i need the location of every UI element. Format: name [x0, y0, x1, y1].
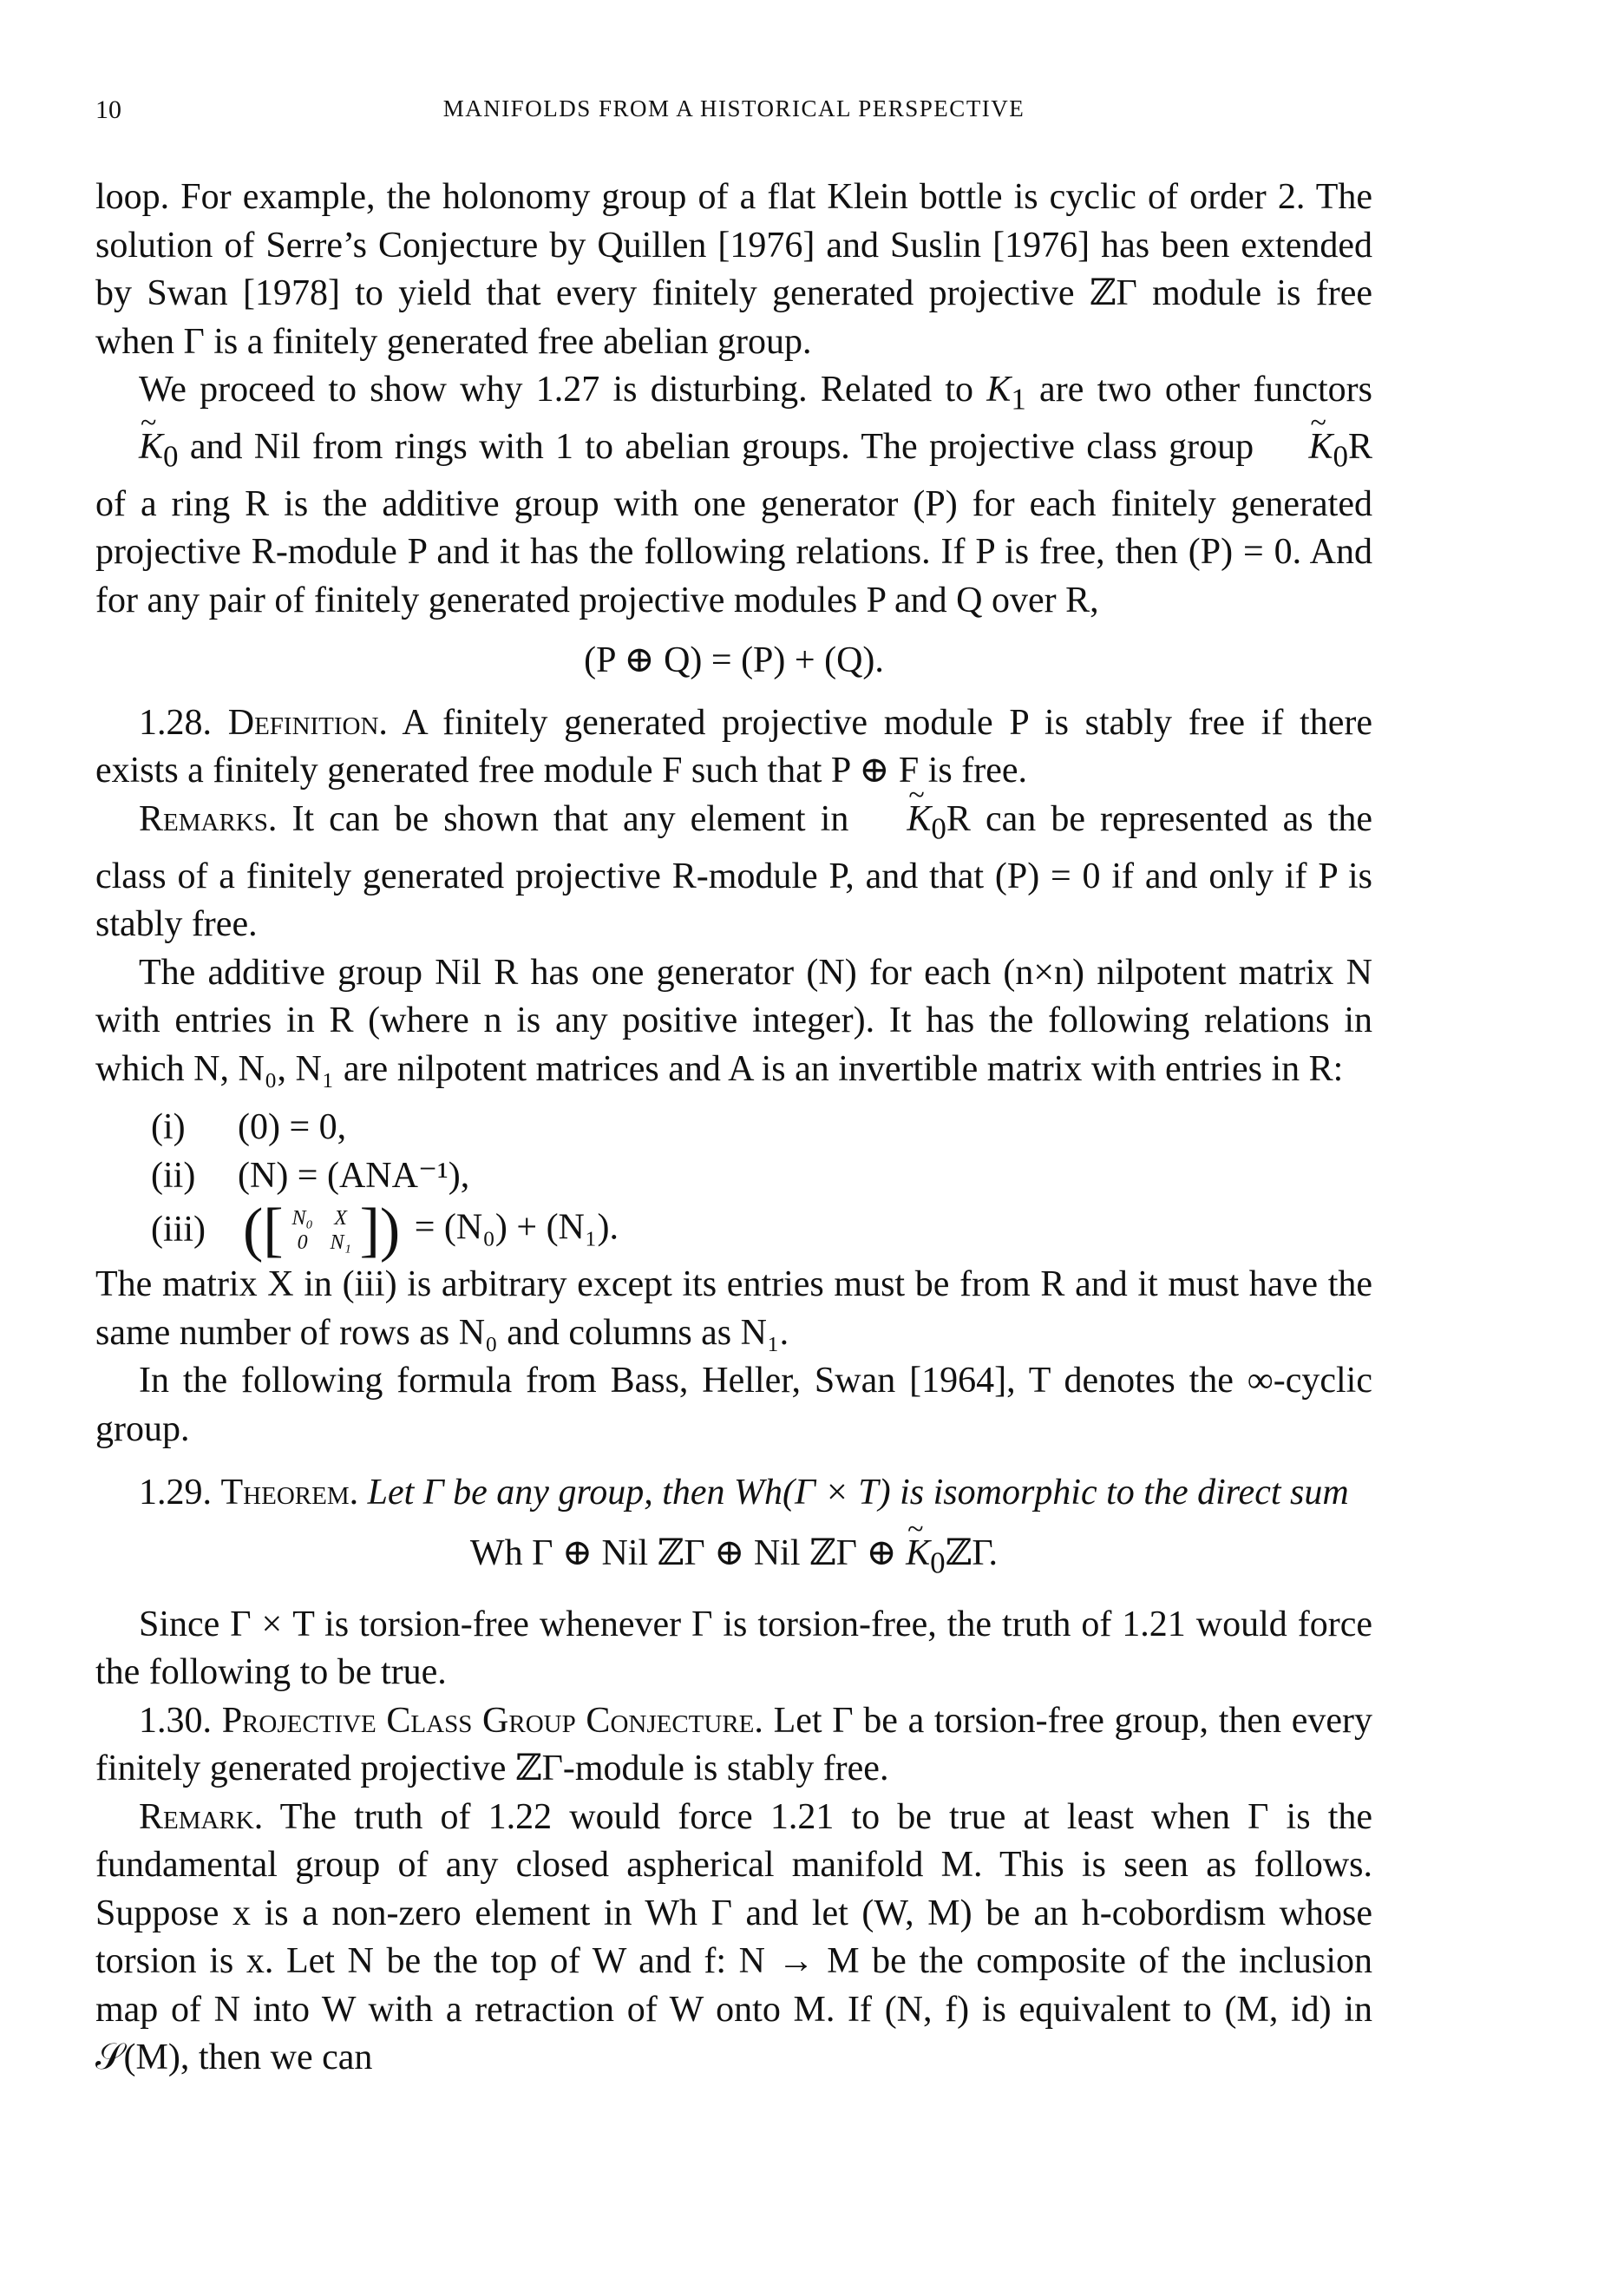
- matrix-row: [284, 1206, 360, 1230]
- remarks-label: Remarks.: [139, 798, 278, 839]
- definition-text: A finitely generated projective module P is stably free if there exists a finitely generated free module F such that P ⊕ F is free.: [95, 702, 1372, 791]
- list-item: [151, 1197, 1372, 1264]
- paragraph-functors-c: are two other functors: [1025, 370, 1372, 410]
- paragraph-nil: The additive group Nil R has one generator (N) for each (n×n) nilpotent matrix N with entries in R (where n is any positive integer). It has the following relations in which N, N₀, N₁ are nilpotent matrices and A is an invertible matrix with entries in R:: [95, 952, 1372, 1089]
- theorem-number: 1.29.: [139, 1473, 212, 1513]
- k-tilde-symbol: ~ K: [95, 423, 163, 472]
- remark-label: Remark.: [139, 1796, 264, 1837]
- list-text-ii: (N) = (ANA⁻¹),: [238, 1155, 470, 1196]
- list-text-i: (0) = 0,: [238, 1107, 347, 1148]
- equation-whitehead-a: Wh Γ ⊕ Nil ℤΓ ⊕ Nil ℤΓ ⊕: [469, 1532, 897, 1573]
- block-matrix: [243, 1197, 401, 1264]
- equation-sum: (P ⊕ Q) = (P) + (Q).: [584, 640, 884, 681]
- matrix-expression: [238, 1197, 619, 1264]
- conjecture-number: 1.30.: [139, 1700, 212, 1741]
- matrix-row: [284, 1230, 360, 1255]
- matrix-cell: N₀: [291, 1207, 313, 1230]
- definition-stably-free: [95, 699, 1372, 796]
- list-label-ii: (ii): [151, 1155, 196, 1196]
- k-tilde-symbol-2: ~ K: [1265, 423, 1333, 472]
- equation-k-tilde: ~ K: [906, 1530, 930, 1578]
- conjecture-label: Projective Class Group Conjecture.: [221, 1700, 763, 1741]
- equation-whitehead-b: ℤΓ.: [945, 1532, 999, 1573]
- paragraph-functors-a: We proceed to show why 1.27 is disturbing. Related to: [139, 370, 974, 410]
- matrix-body: [284, 1206, 360, 1255]
- paragraph-functors: [95, 366, 1372, 625]
- list-label-i: (i): [151, 1107, 186, 1148]
- list-item: [151, 1104, 1372, 1152]
- book-page: [95, 80, 1372, 2083]
- matrix-cell: X: [334, 1207, 347, 1230]
- k-subscript: 1: [1011, 382, 1026, 417]
- matrix-cell: 0: [297, 1231, 308, 1255]
- list-label-iii: (iii): [151, 1210, 206, 1250]
- paragraph-functors-g: R of a ring R is the additive group with one generator (P) for each finitely generated projective R-module P and it has the following relations. If P is free, then (P) = 0. And for any pair of finitely generated projective modules P and Q over R,: [95, 426, 1373, 620]
- definition-number: 1.28.: [139, 702, 212, 743]
- remark-text: The truth of 1.22 would force 1.21 to be true at least when Γ is the fundamental group of any closed aspherical manifold M. This is seen as follows. Suppose x is a non-zero element in Wh Γ and let (W, M) be an h-cobordism whose torsion is x. Let N be the top of W and f: N → M be the composite of the inclusion map of N into W with a retraction of W onto M. If (N, f) is equivalent to (M, id) in 𝒮(M), then we can: [95, 1796, 1373, 2078]
- paragraph-torsion-free: Since Γ × T is torsion-free whenever Γ is torsion-free, the truth of 1.21 would force the following to be true.: [95, 1604, 1372, 1693]
- matrix-right-bracket: ]): [359, 1197, 401, 1264]
- page-number: 10: [95, 95, 121, 124]
- equation-k-subscript: 0: [930, 1545, 946, 1580]
- page-body: [95, 174, 1372, 2083]
- paragraph-holonomy: loop. For example, the holonomy group of a flat Klein bottle is cyclic of order 2. The solution of Serre’s Conjecture by Quillen [1976] and Suslin [1976] has been extended by Swan [1978] to yield that every finitely generated projective ℤΓ module is free when Γ is a finitely generated free abelian group.: [95, 177, 1372, 362]
- equation-whitehead: [95, 1530, 1372, 1587]
- matrix-left-bracket: ([: [243, 1197, 284, 1264]
- theorem-paragraph: [95, 1469, 1372, 1518]
- conjecture-text: Let Γ be a torsion-free group, then every finitely generated projective ℤΓ-module is stably free.: [95, 1700, 1372, 1789]
- paragraph-matrix-x: The matrix X in (iii) is arbitrary except its entries must be from R and it must have the same number of rows as N₀ and columns as N₁.: [95, 1264, 1372, 1353]
- paragraph-functors-e: and Nil from rings with 1 to abelian groups. The projective class group: [178, 426, 1254, 467]
- remark-paragraph: [95, 1794, 1372, 2083]
- remarks-text-b: R can be represented as the class of a finitely generated projective R-module P, and that (P) = 0 if and only if P is stably free.: [95, 798, 1373, 945]
- k-tilde-subscript-2: 0: [1333, 439, 1348, 474]
- running-title: MANIFOLDS FROM A HISTORICAL PERSPECTIVE: [442, 95, 1025, 121]
- conjecture-paragraph: [95, 1697, 1372, 1794]
- theorem-label: Theorem.: [220, 1473, 359, 1513]
- relations-list: [151, 1104, 1372, 1264]
- definition-label: Definition.: [227, 702, 388, 743]
- matrix-cell: N₁: [330, 1231, 351, 1255]
- k-tilde-subscript: 0: [163, 439, 179, 474]
- list-item: [151, 1152, 1372, 1201]
- remarks-text-a: It can be shown that any element in: [291, 798, 849, 839]
- running-head: [95, 80, 1372, 132]
- remarks-paragraph: [95, 796, 1372, 949]
- remarks-k-tilde: ~ K: [863, 796, 931, 844]
- k-symbol: K: [986, 370, 1012, 410]
- theorem-text: Let Γ be any group, then Wh(Γ × T) is isomorphic to the direct sum: [367, 1473, 1349, 1513]
- paragraph-bass-heller-swan: In the following formula from Bass, Heller, Swan [1964], T denotes the ∞-cyclic group.: [95, 1361, 1372, 1449]
- remarks-k-subscript: 0: [931, 811, 946, 846]
- list-text-iii: = (N₀) + (N₁).: [414, 1207, 619, 1248]
